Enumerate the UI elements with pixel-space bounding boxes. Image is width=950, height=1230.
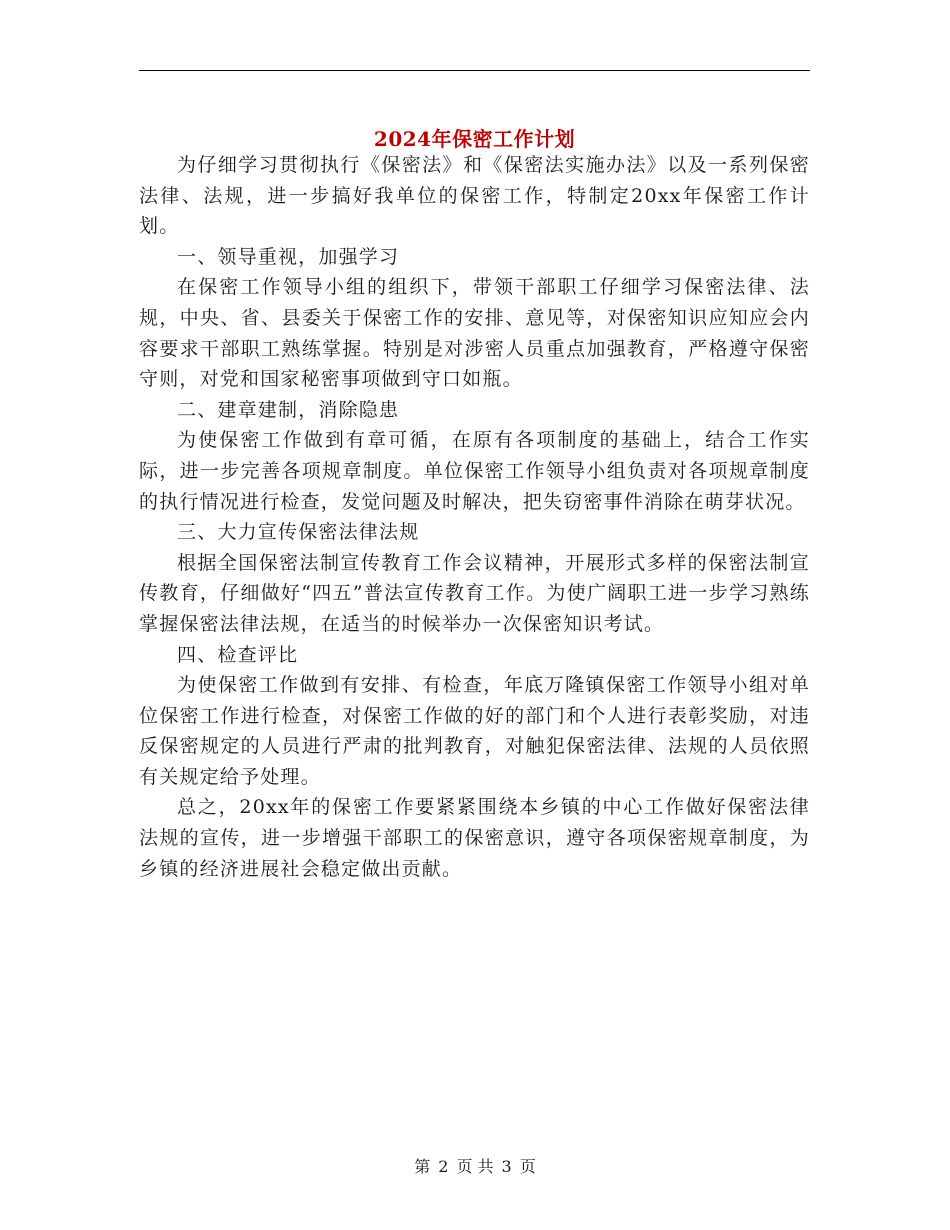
section-paragraph-1: 在保密工作领导小组的组织下，带领干部职工仔细学习保密法律、法规，中央、省、县委关于保密工作的安排、意见等，对保密知识应知应会内容要求干部职工熟练掌握。特别是对涉密人员重点加强教育，严格遵守保密守则，对党和国家秘密事项做到守口如瓶。 [139,276,810,391]
header-rule [139,70,810,71]
footer-current-page: 2 [438,1157,449,1176]
footer-prefix: 第 [414,1157,431,1176]
footer-total-pages: 3 [501,1157,512,1176]
document-title: 2024年保密工作计划 [373,127,576,152]
section-heading-2: 二、建章建制，消除隐患 [177,398,400,421]
intro-paragraph: 为仔细学习贯彻执行《保密法》和《保密法实施办法》以及一系列保密法律、法规，进一步搞好我单位的保密工作，特制定20xx年保密工作计划。 [139,154,810,238]
section-paragraph-4: 为使保密工作做到有安排、有检查，年底万隆镇保密工作领导小组对单位保密工作进行检查，对保密工作做的好的部门和个人进行表彰奖励，对违反保密规定的人员进行严肃的批判教育，对触犯保密法律、法规的人员依照有关规定给予处理。 [139,674,810,788]
section-heading-1: 一、领导重视，加强学习 [177,245,400,268]
page-number-footer [0,1155,950,1179]
document-body [139,150,810,884]
footer-suffix: 页 [519,1157,536,1176]
conclusion-paragraph: 总之，20xx年的保密工作要紧紧围绕本乡镇的中心工作做好保密法律法规的宣传，进一步增强干部职工的保密意识，遵守各项保密规章制度，为乡镇的经济进展社会稳定做出贡献。 [139,796,810,880]
section-heading-3: 三、大力宣传保密法律法规 [177,521,420,544]
section-paragraph-3: 根据全国保密法制宣传教育工作会议精神，开展形式多样的保密法制宣传教育，仔细做好“四五”普法宣传教育工作。为使广阔职工进一步学习熟练掌握保密法律法规，在适当的时候举办一次保密知识考试。 [139,551,810,635]
footer-middle: 页 共 [456,1157,494,1176]
section-heading-4: 四、检查评比 [177,643,299,666]
section-paragraph-2: 为使保密工作做到有章可循，在原有各项制度的基础上，结合工作实际，进一步完善各项规章制度。单位保密工作领导小组负责对各项规章制度的执行情况进行检查，发觉问题及时解决，把失窃密事件消除在萌芽状况。 [139,429,810,513]
